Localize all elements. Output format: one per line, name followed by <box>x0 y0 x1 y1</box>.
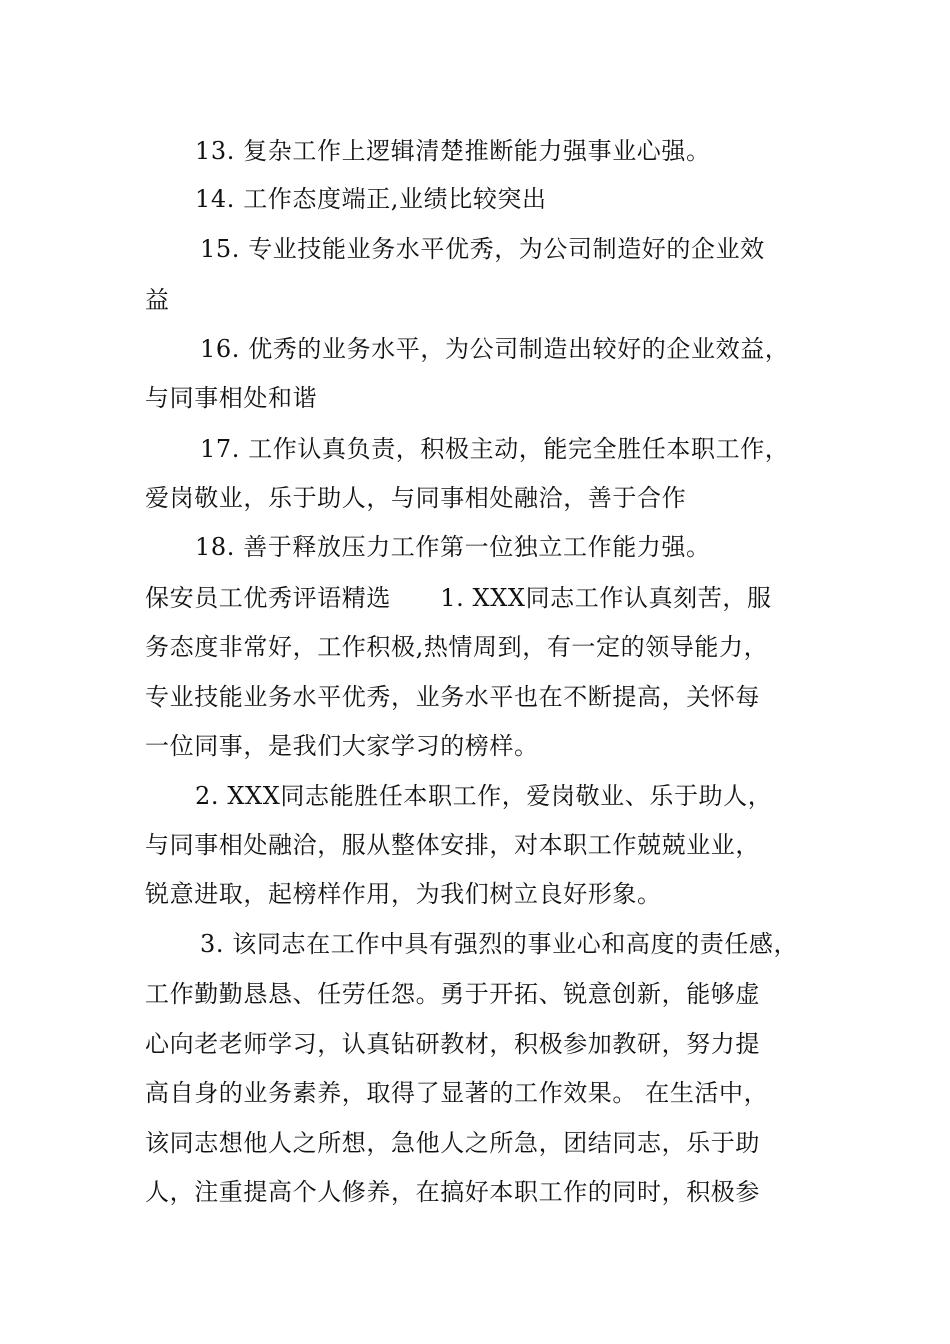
text-line: 工作勤勤恳恳、任劳任怨。勇于开拓、锐意创新，能够虚 <box>145 980 760 1008</box>
text-line: 益 <box>145 286 170 314</box>
text-line: 3. 该同志在工作中具有强烈的事业心和高度的责任感， <box>200 930 799 958</box>
text-line: 17. 工作认真负责，积极主动，能完全胜任本职工作， <box>200 435 790 463</box>
text-line: 爱岗敬业，乐于助人，与同事相处融洽，善于合作 <box>145 484 687 512</box>
text-line: 专业技能业务水平优秀，业务水平也在不断提高，关怀每 <box>145 683 760 711</box>
text-line: 该同志想他人之所想，急他人之所急，团结同志，乐于助 <box>145 1129 760 1157</box>
text-line: 18. 善于释放压力工作第一位独立工作能力强。 <box>195 533 711 561</box>
text-line: 保安员工优秀评语精选 1. XXX同志工作认真刻苦，服 <box>145 584 772 612</box>
text-line: 13. 复杂工作上逻辑清楚推断能力强事业心强。 <box>195 137 711 165</box>
text-line: 心向老老师学习，认真钻研教材，积极参加教研，努力提 <box>145 1030 760 1058</box>
text-line: 务态度非常好，工作积极,热情周到，有一定的领导能力， <box>145 633 769 661</box>
text-line: 与同事相处和谐 <box>145 384 318 412</box>
text-line: 人，注重提高个人修养，在搞好本职工作的同时，积极参 <box>145 1178 760 1206</box>
text-line: 锐意进取，起榜样作用，为我们树立良好形象。 <box>145 880 662 908</box>
text-line: 15. 专业技能业务水平优秀，为公司制造好的企业效 <box>200 235 765 263</box>
text-line: 16. 优秀的业务水平，为公司制造出较好的企业效益， <box>200 335 790 363</box>
text-line: 一位同事，是我们大家学习的榜样。 <box>145 732 539 760</box>
text-line: 高自身的业务素养，取得了显著的工作效果。 在生活中， <box>145 1079 769 1107</box>
text-line: 2. XXX同志能胜任本职工作，爱岗敬业、乐于助人， <box>195 782 773 810</box>
text-line: 14. 工作态度端正,业绩比较突出 <box>195 185 547 213</box>
text-line: 与同事相处融洽，服从整体安排，对本职工作兢兢业业， <box>145 831 760 859</box>
